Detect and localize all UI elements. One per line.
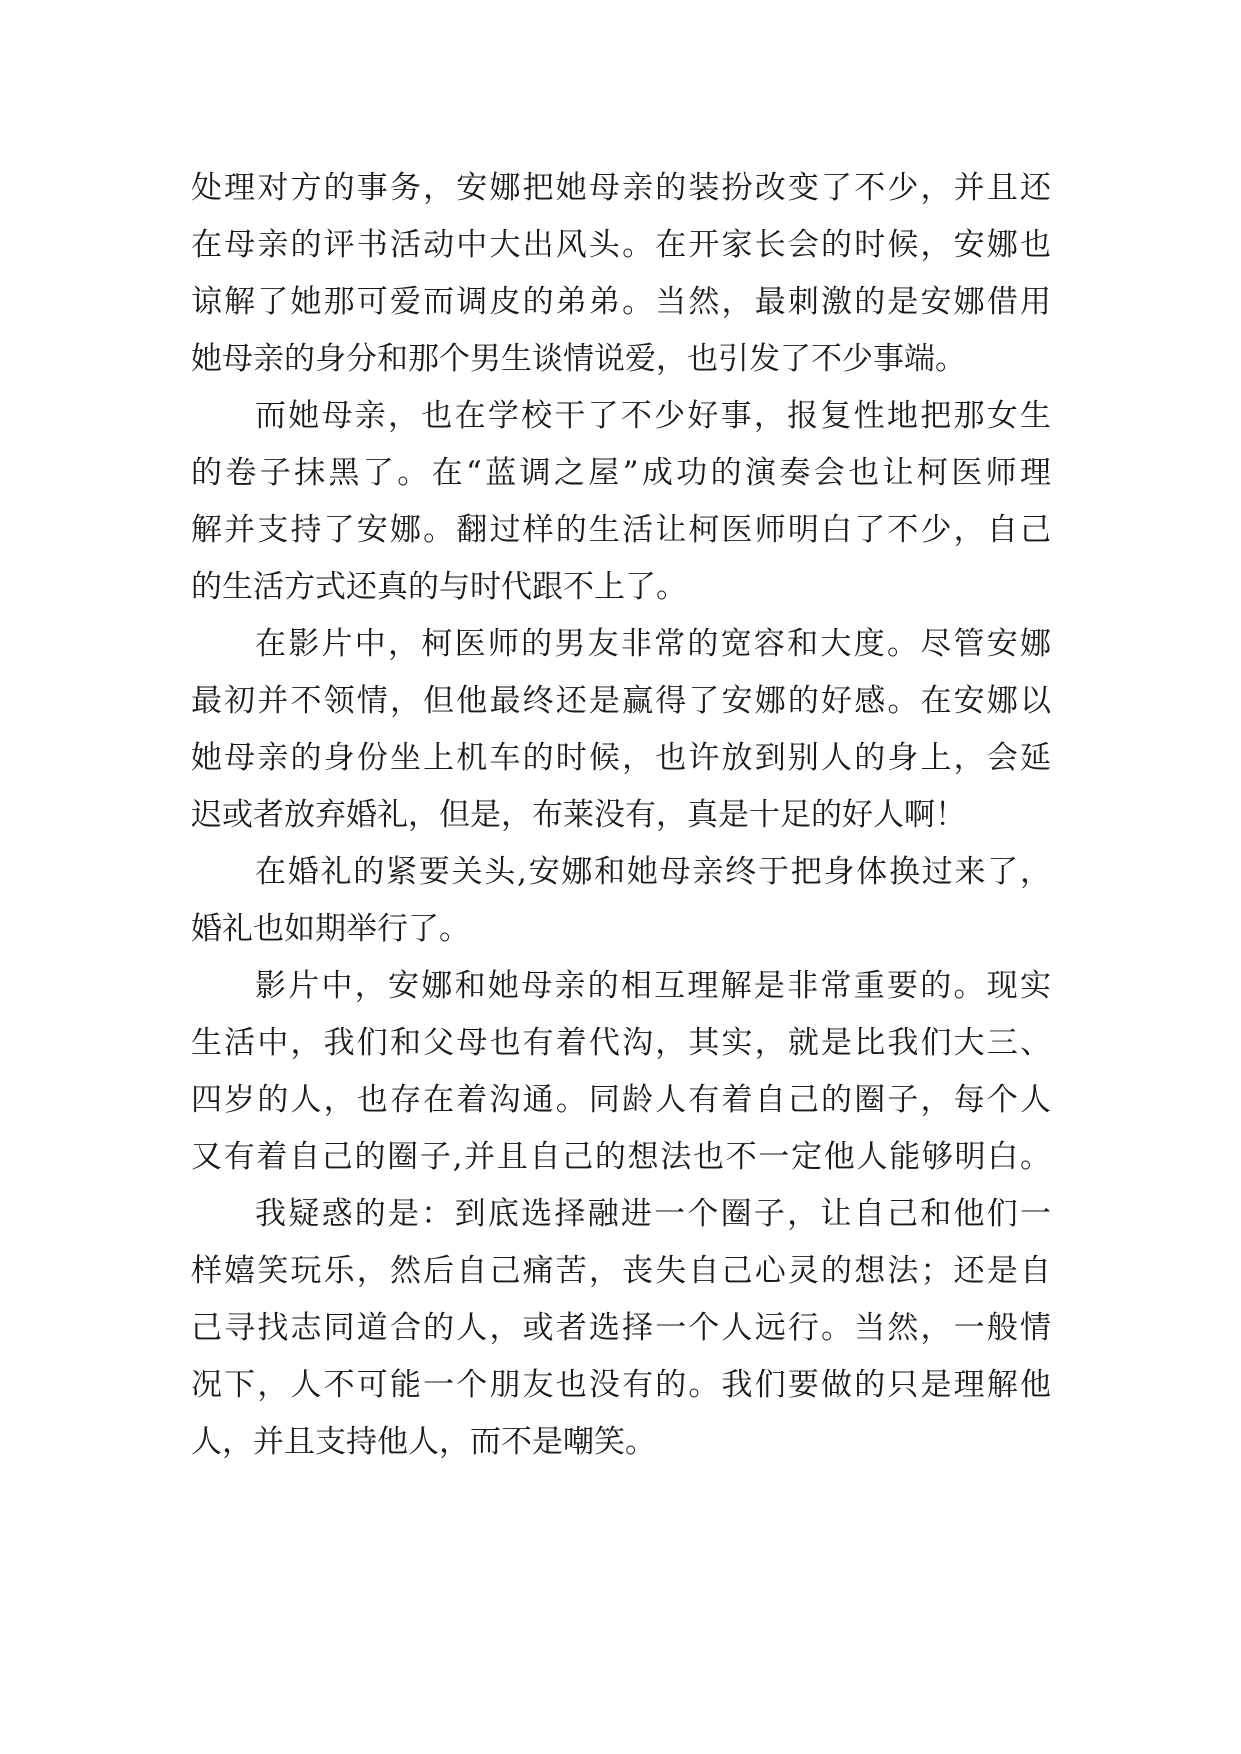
text-line: 生活中，我们和父母也有着代沟，其实，就是比我们大三、 — [191, 1025, 1051, 1061]
text-line: 谅解了她那可爱而调皮的弟弟。当然，最刺激的是安娜借用 — [191, 284, 1051, 320]
text-line: 己寻找志同道合的人，或者选择一个人远行。当然，一般情 — [191, 1310, 1051, 1346]
text-line: 的卷子抹黑了。在“蓝调之屋”成功的演奏会也让柯医师理 — [191, 455, 1051, 491]
text-line: 迟或者放弃婚礼，但是，布莱没有，真是十足的好人啊！ — [191, 797, 966, 833]
text-line: 四岁的人，也存在着沟通。同龄人有着自己的圈子，每个人 — [191, 1082, 1051, 1118]
paragraph-first-line: 在婚礼的紧要关头,安娜和她母亲终于把身体换过来了， — [255, 854, 1051, 890]
paragraph-first-line: 影片中，安娜和她母亲的相互理解是非常重要的。现实 — [255, 968, 1051, 1004]
text-line: 在母亲的评书活动中大出风头。在开家长会的时候，安娜也 — [191, 227, 1051, 263]
paragraph-first-line: 而她母亲，也在学校干了不少好事，报复性地把那女生 — [255, 398, 1051, 434]
text-line: 又有着自己的圈子,并且自己的想法也不一定他人能够明白。 — [191, 1139, 1051, 1175]
text-line: 解并支持了安娜。翻过样的生活让柯医师明白了不少，自己 — [191, 512, 1051, 548]
text-line: 婚礼也如期举行了。 — [191, 911, 470, 947]
paragraph-first-line: 我疑惑的是：到底选择融进一个圈子，让自己和他们一 — [255, 1196, 1051, 1232]
text-line: 况下，人不可能一个朋友也没有的。我们要做的只是理解他 — [191, 1367, 1051, 1403]
text-line: 样嬉笑玩乐，然后自己痛苦，丧失自己心灵的想法；还是自 — [191, 1253, 1051, 1289]
text-line: 最初并不领情，但他最终还是赢得了安娜的好感。在安娜以 — [191, 683, 1051, 719]
paragraph-first-line: 在影片中，柯医师的男友非常的宽容和大度。尽管安娜 — [255, 626, 1051, 662]
text-line: 她母亲的身份坐上机车的时候，也许放到别人的身上，会延 — [191, 740, 1051, 776]
text-line: 她母亲的身分和那个男生谈情说爱，也引发了不少事端。 — [191, 341, 966, 377]
text-line: 的生活方式还真的与时代跟不上了。 — [191, 569, 687, 605]
text-line: 处理对方的事务，安娜把她母亲的装扮改变了不少，并且还 — [191, 170, 1051, 206]
text-line: 人，并且支持他人，而不是嘲笑。 — [191, 1424, 656, 1460]
